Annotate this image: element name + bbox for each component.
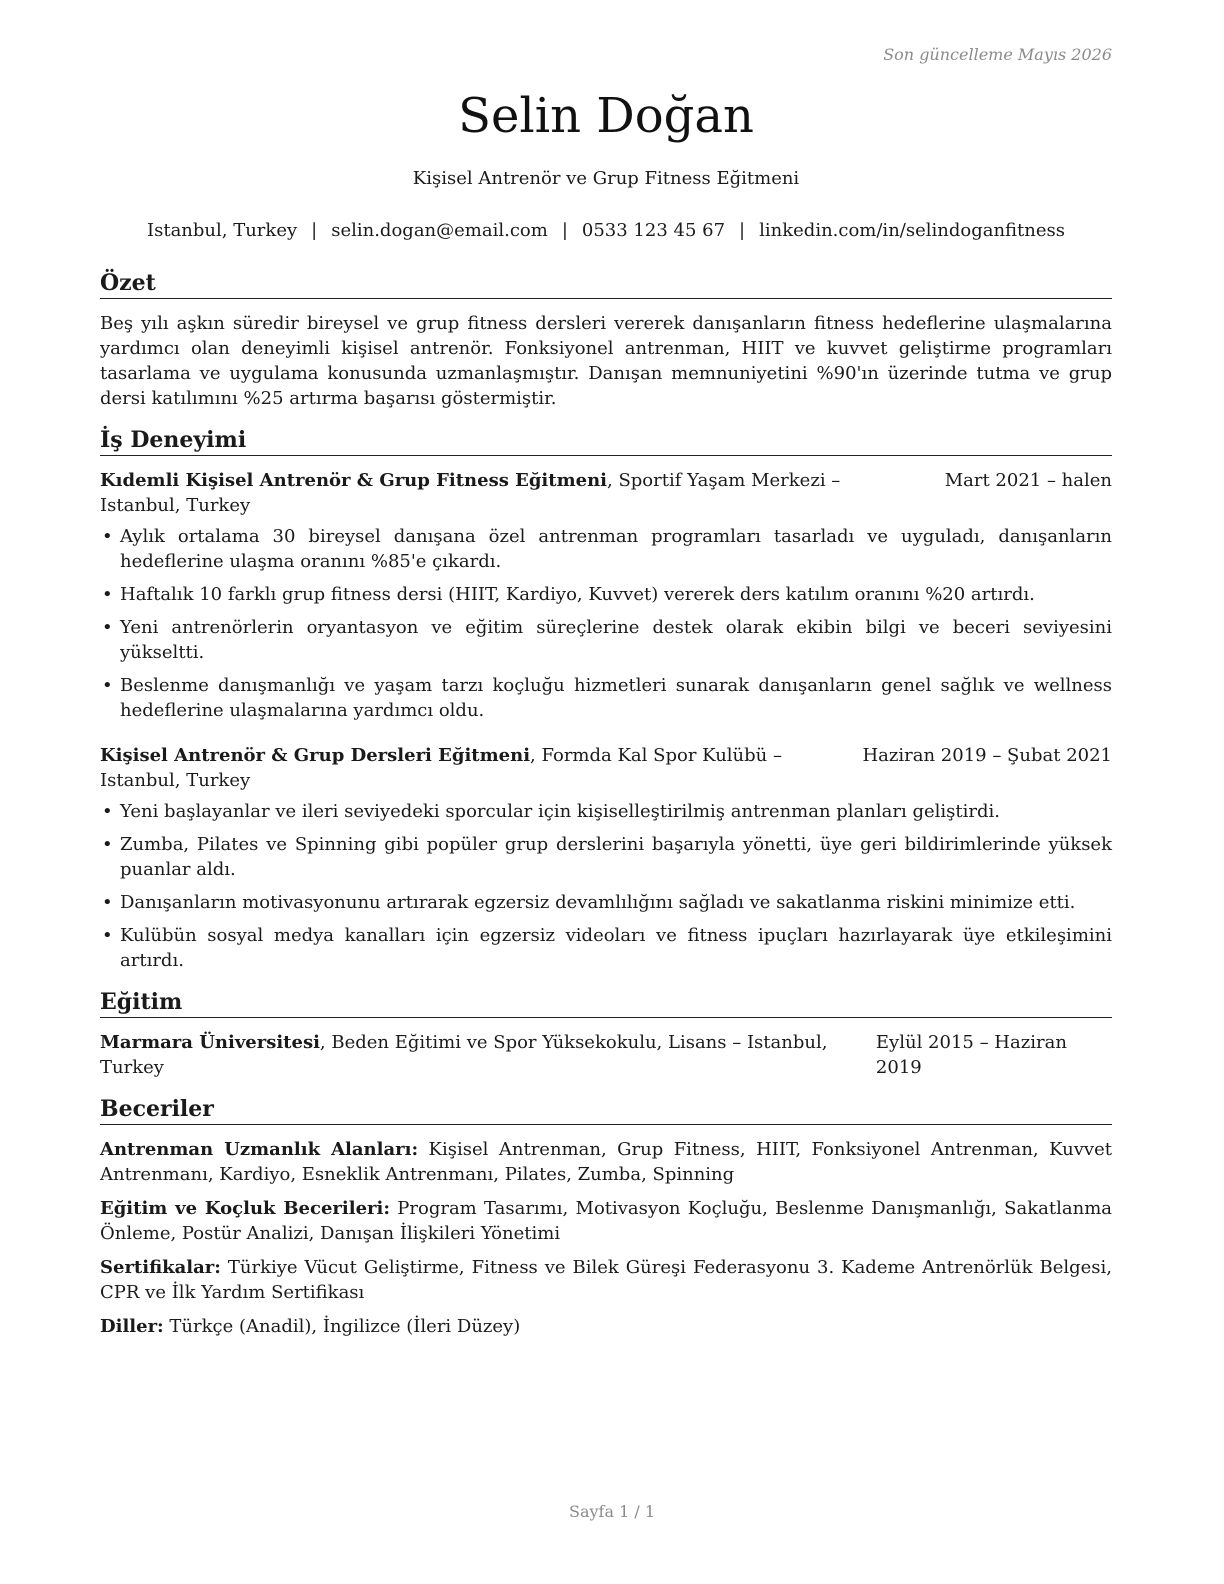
education-section bbox=[100, 987, 1112, 1080]
candidate-headline: Kişisel Antrenör ve Grup Fitness Eğitmeni bbox=[412, 168, 800, 189]
skill-label: Sertifikalar: bbox=[100, 1257, 221, 1278]
candidate-name: Selin Doğan bbox=[458, 88, 754, 144]
job-title-line bbox=[100, 743, 862, 793]
job-entry bbox=[100, 743, 1112, 973]
education-line bbox=[100, 1030, 876, 1080]
job-bullet: • Kulübün sosyal medya kanalları için egzersiz videoları ve fitness ipuçları hazırlayarak üye etkileşimini artırdı. bbox=[100, 923, 1112, 973]
summary-section bbox=[100, 268, 1112, 411]
section-title-experience: İş Deneyimi bbox=[100, 425, 1112, 456]
job-bullet: • Yeni antrenörlerin oryantasyon ve eğitim süreçlerine destek olarak ekibin bilgi ve beceri seviyesini yükseltti. bbox=[100, 615, 1112, 665]
skill-line bbox=[100, 1137, 1112, 1187]
job-header bbox=[100, 743, 1112, 793]
contact-separator: | bbox=[311, 220, 318, 241]
education-dates: Eylül 2015 – Haziran 2019 bbox=[875, 1032, 1067, 1078]
skill-value: Program Tasarımı, Motivasyon Koçluğu, Beslenme Danışmanlığı, Sakatlanma Önleme, Postür Analizi, Danışan İlişkileri Yönetimi bbox=[100, 1198, 1112, 1244]
job-bullet: • Yeni başlayanlar ve ileri seviyedeki sporcular için kişiselleştirilmiş antrenman planları geliştirdi. bbox=[100, 799, 1112, 824]
contact-separator: | bbox=[739, 220, 746, 241]
job-dates: Haziran 2019 – Şubat 2021 bbox=[862, 745, 1112, 766]
last-updated-note: Son güncelleme Mayıs 2026 bbox=[883, 45, 1112, 64]
skill-line bbox=[100, 1196, 1112, 1246]
job-entry bbox=[100, 468, 1112, 723]
education-school: Marmara Üniversitesi bbox=[100, 1032, 320, 1053]
skills-section bbox=[100, 1094, 1112, 1339]
contact-line bbox=[100, 219, 1112, 243]
job-bullet: • Danışanların motivasyonunu artırarak egzersiz devamlılığını sağladı ve sakatlanma riskini minimize etti. bbox=[100, 890, 1112, 915]
skill-value: Türkiye Vücut Geliştirme, Fitness ve Bilek Güreşi Federasyonu 3. Kademe Antrenörlük Belgesi, CPR ve İlk Yardım Sertifikası bbox=[100, 1257, 1112, 1303]
skill-line bbox=[100, 1314, 1112, 1339]
resume-content bbox=[100, 268, 1112, 1348]
job-role: Kişisel Antrenör & Grup Dersleri Eğitmeni bbox=[100, 745, 531, 766]
section-title-education: Eğitim bbox=[100, 987, 1112, 1018]
job-title-line bbox=[100, 468, 945, 518]
contact-location: Istanbul, Turkey bbox=[146, 220, 298, 241]
job-bullets bbox=[100, 799, 1112, 973]
job-organization: , Sportif Yaşam Merkezi – Istanbul, Turkey bbox=[100, 470, 841, 516]
job-dates: Mart 2021 – halen bbox=[944, 470, 1112, 491]
contact-phone: 0533 123 45 67 bbox=[581, 220, 726, 241]
skill-value: Türkçe (Anadil), İngilizce (İleri Düzey) bbox=[163, 1316, 521, 1337]
job-header bbox=[100, 468, 1112, 518]
skill-label: Eğitim ve Koçluk Becerileri: bbox=[100, 1198, 390, 1219]
skill-value: Kişisel Antrenman, Grup Fitness, HIIT, Fonksiyonel Antrenman, Kuvvet Antrenmanı, Kardiyo, Esneklik Antrenmanı, Pilates, Zumba, Spinning bbox=[100, 1139, 1112, 1185]
education-detail: , Beden Eğitimi ve Spor Yüksekokulu, Lisans – Istanbul, Turkey bbox=[100, 1032, 828, 1078]
education-entry bbox=[100, 1030, 1112, 1080]
job-bullet: • Aylık ortalama 30 bireysel danışana özel antrenman programları tasarladı ve uyguladı, danışanların hedeflerine ulaşma oranını %85'e çıkardı. bbox=[100, 524, 1112, 574]
job-role: Kıdemli Kişisel Antrenör & Grup Fitness Eğitmeni bbox=[100, 470, 607, 491]
job-organization: , Formda Kal Spor Kulübü – Istanbul, Turkey bbox=[100, 745, 782, 791]
skill-label: Antrenman Uzmanlık Alanları: bbox=[100, 1139, 419, 1160]
job-bullets bbox=[100, 524, 1112, 723]
section-title-skills: Beceriler bbox=[100, 1094, 1112, 1125]
skill-label: Diller: bbox=[100, 1316, 164, 1337]
contact-linkedin[interactable]: linkedin.com/in/selindoganfitness bbox=[759, 220, 1066, 241]
job-bullet: • Haftalık 10 farklı grup fitness dersi (HIIT, Kardiyo, Kuvvet) vererek ders katılım oranını %20 artırdı. bbox=[100, 582, 1112, 607]
contact-email[interactable]: selin.dogan@email.com bbox=[331, 220, 548, 241]
job-bullet: • Beslenme danışmanlığı ve yaşam tarzı koçluğu hizmetleri sunarak danışanların genel sağlık ve wellness hedeflerine ulaşmalarına yardımcı oldu. bbox=[100, 673, 1112, 723]
page-number: Sayfa 1 / 1 bbox=[568, 1502, 655, 1521]
contact-separator: | bbox=[561, 220, 568, 241]
skill-line bbox=[100, 1255, 1112, 1305]
experience-section bbox=[100, 425, 1112, 973]
section-title-summary: Özet bbox=[100, 268, 1112, 299]
summary-text: Beş yılı aşkın süredir bireysel ve grup fitness dersleri vererek danışanların fitness hedeflerine ulaşmalarına yardımcı olan deneyimli kişisel antrenör. Fonksiyonel antrenman, HIIT ve kuvvet geliştirme programları tasarlama ve uygulama konusunda uzmanlaşmıştır. Danışan memnuniyetini %90'ın üzerinde tutma ve grup dersi katılımını %25 artırma başarısı göstermiştir. bbox=[100, 313, 1112, 409]
job-bullet: • Zumba, Pilates ve Spinning gibi popüler grup derslerini başarıyla yönetti, üye geri bildirimlerinde yüksek puanlar aldı. bbox=[100, 832, 1112, 882]
